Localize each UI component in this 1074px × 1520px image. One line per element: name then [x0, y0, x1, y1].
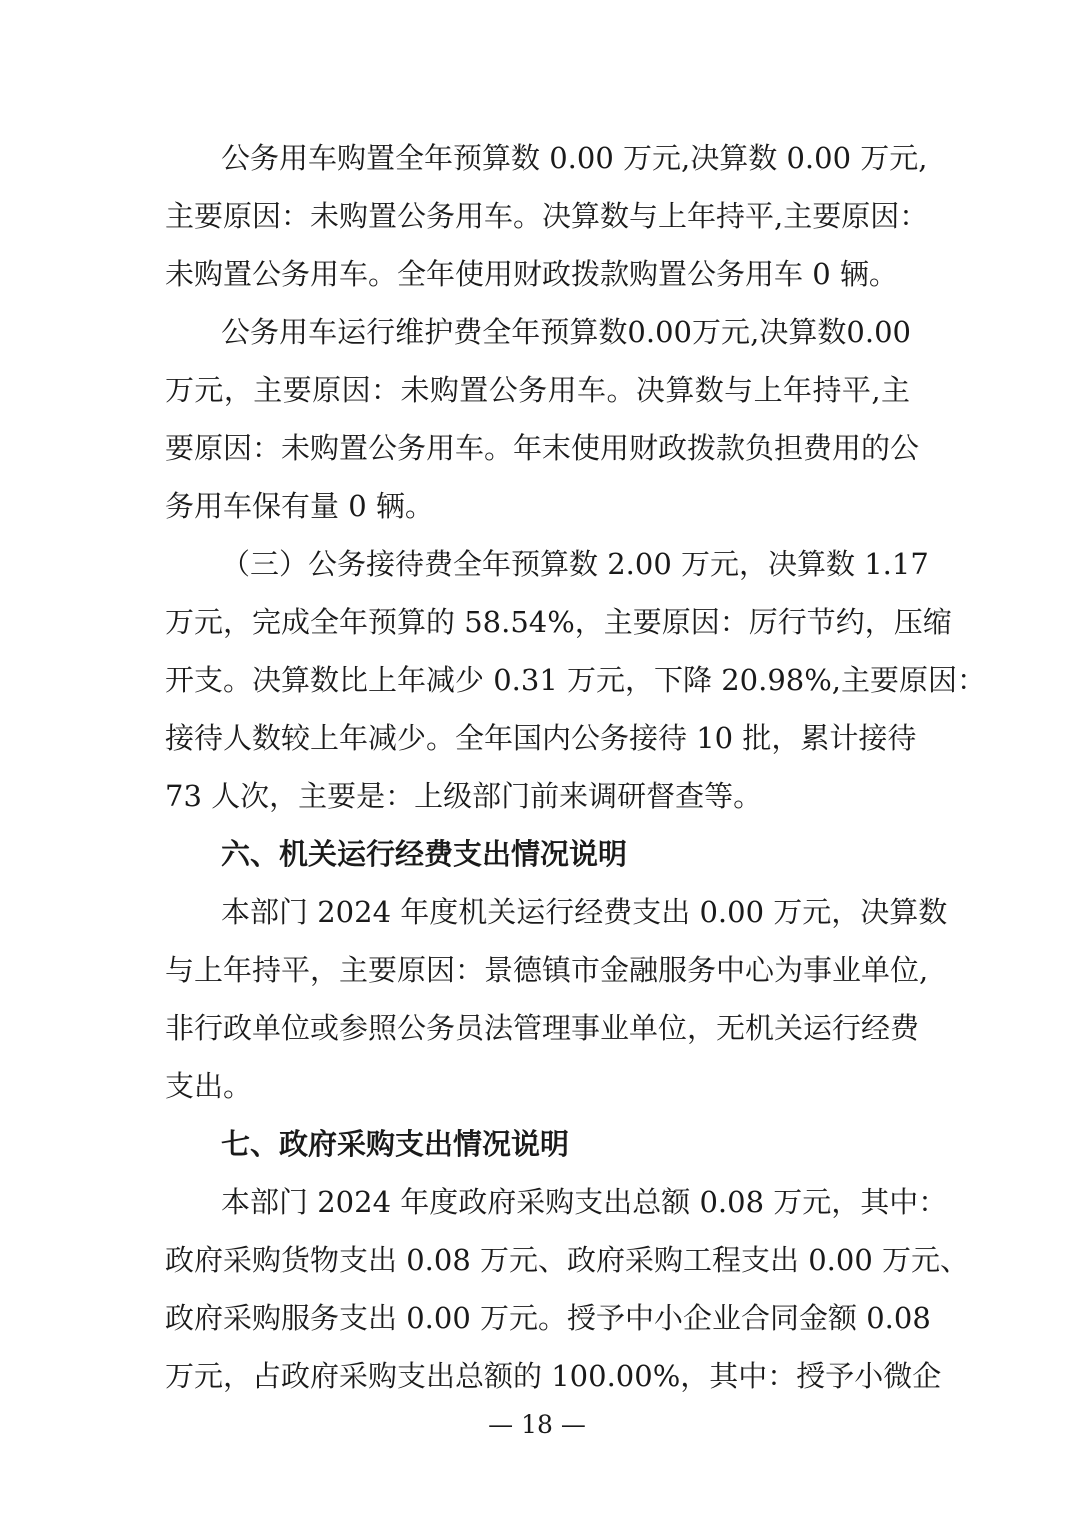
text-line: （三）公务接待费全年预算数 2.00 万元，决算数 1.17 — [221, 547, 929, 581]
text-line: 本部门 2024 年度政府采购支出总额 0.08 万元，其中： — [221, 1185, 948, 1219]
text-line: 与上年持平，主要原因：景德镇市金融服务中心为事业单位, — [165, 953, 929, 987]
text-line: 务用车保有量 0 辆。 — [165, 489, 434, 523]
text-line: 政府采购服务支出 0.00 万元。授予中小企业合同金额 0.08 — [165, 1301, 931, 1335]
text-line: 支出。 — [165, 1069, 253, 1103]
section-heading: 七、政府采购支出情况说明 — [221, 1127, 570, 1161]
text-line: 接待人数较上年减少。全年国内公务接待 10 批，累计接待 — [165, 721, 917, 755]
text-line: 万元，完成全年预算的 58.54%，主要原因：厉行节约，压缩 — [165, 605, 952, 639]
section-heading: 六、机关运行经费支出情况说明 — [221, 837, 628, 871]
text-line: 公务用车购置全年预算数 0.00 万元,决算数 0.00 万元, — [221, 141, 928, 175]
text-line: 万元，占政府采购支出总额的 100.00%，其中：授予小微企 — [165, 1359, 942, 1393]
text-line: 政府采购货物支出 0.08 万元、政府采购工程支出 0.00 万元、 — [165, 1243, 970, 1277]
text-line: 要原因：未购置公务用车。年末使用财政拨款负担费用的公 — [165, 431, 920, 465]
text-line: 73 人次，主要是：上级部门前来调研督查等。 — [165, 779, 763, 813]
text-line: 万元，主要原因：未购置公务用车。决算数与上年持平,主 — [165, 373, 910, 407]
text-line: 公务用车运行维护费全年预算数0.00万元,决算数0.00 — [221, 315, 911, 349]
text-line: 未购置公务用车。全年使用财政拨款购置公务用车 0 辆。 — [165, 257, 898, 291]
text-line: 开支。决算数比上年减少 0.31 万元，下降 20.98%,主要原因： — [165, 663, 987, 697]
page-number: — 18 — — [488, 1410, 586, 1439]
text-line: 主要原因：未购置公务用车。决算数与上年持平,主要原因： — [165, 199, 929, 233]
text-line: 非行政单位或参照公务员法管理事业单位，无机关运行经费 — [165, 1011, 920, 1045]
text-line: 本部门 2024 年度机关运行经费支出 0.00 万元，决算数 — [221, 895, 948, 929]
